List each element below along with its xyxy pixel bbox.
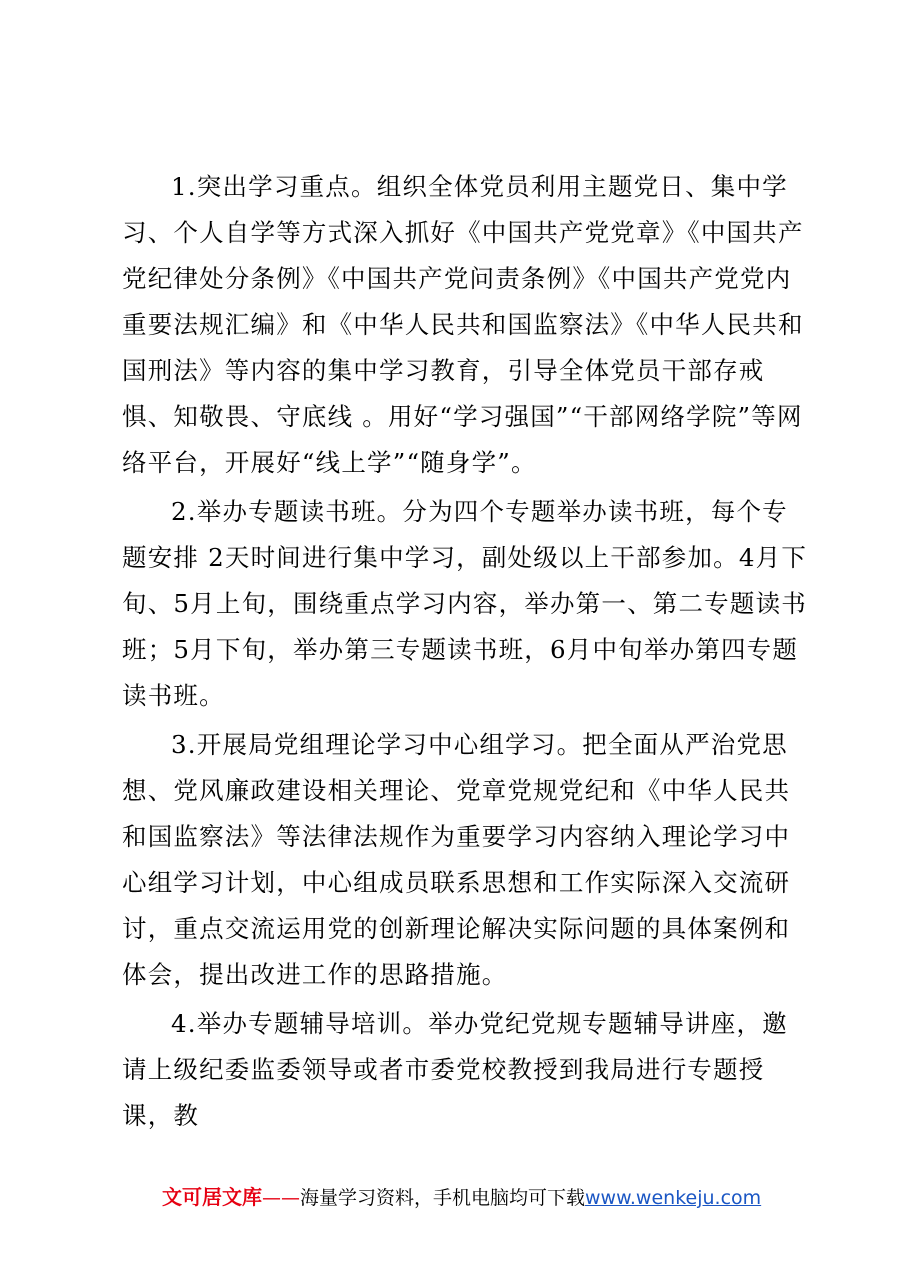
paragraph-4-heading: 4.举办专题辅导培训。 bbox=[171, 1009, 429, 1038]
footer-url-link[interactable]: www.wenkeju.com bbox=[585, 1187, 762, 1209]
paragraph-2 bbox=[122, 489, 812, 719]
document-body bbox=[122, 164, 812, 1142]
paragraph-3-heading: 3.开展局党组理论学习中心组学习。 bbox=[171, 730, 583, 759]
footer-dash: —— bbox=[262, 1187, 300, 1209]
footer-slogan: 海量学习资料，手机电脑均可下载 bbox=[300, 1187, 586, 1209]
paragraph-1-heading: 1.突出学习重点。 bbox=[171, 172, 377, 201]
paragraph-1 bbox=[122, 164, 812, 486]
footer-banner bbox=[162, 1182, 761, 1213]
paragraph-3-text: 把全面从严治党思想、党风廉政建设相关理论、党章党规党纪和《中华人民共和国监察法》等法律法规作为重要学习内容纳入理论学习中心组学习计划，中心组成员联系思想和工作实际深入交流研讨，重点交流运用党的创新理论解决实际问题的具体案例和体会，提出改进工作的思路措施。 bbox=[122, 730, 791, 989]
paragraph-1-text: 组织全体党员利用主题党日、集中学习、个人自学等方式深入抓好《中国共产党党章》《中国共产党纪律处分条例》《中国共产党问责条例》《中国共产党党内重要法规汇编》和《中华人民共和国监察法》《中华人民共和国刑法》等内容的集中学习教育，引导全体党员干部存戒惧、知敬畏、守底线 。用好“学习强国”“干部网络学院”等网络平台，开展好“线上学”“随身学”。 bbox=[122, 172, 804, 477]
paragraph-3 bbox=[122, 722, 812, 998]
paragraph-4 bbox=[122, 1001, 812, 1139]
footer-brand: 文可居文库 bbox=[162, 1185, 262, 1209]
paragraph-4-text: 举办党纪党规专题辅导讲座，邀请上级纪委监委领导或者市委党校教授到我局进行专题授课，教 bbox=[122, 1009, 788, 1130]
paragraph-2-heading: 2.举办专题读书班。 bbox=[171, 497, 403, 526]
paragraph-2-text: 分为四个专题举办读书班，每个专题安排 2天时间进行集中学习，副处级以上干部参加。4月下旬、5月上旬，围绕重点学习内容，举办第一、第二专题读书班；5月下旬，举办第三专题读书班，6月中旬举办第四专题读书班。 bbox=[122, 497, 808, 710]
